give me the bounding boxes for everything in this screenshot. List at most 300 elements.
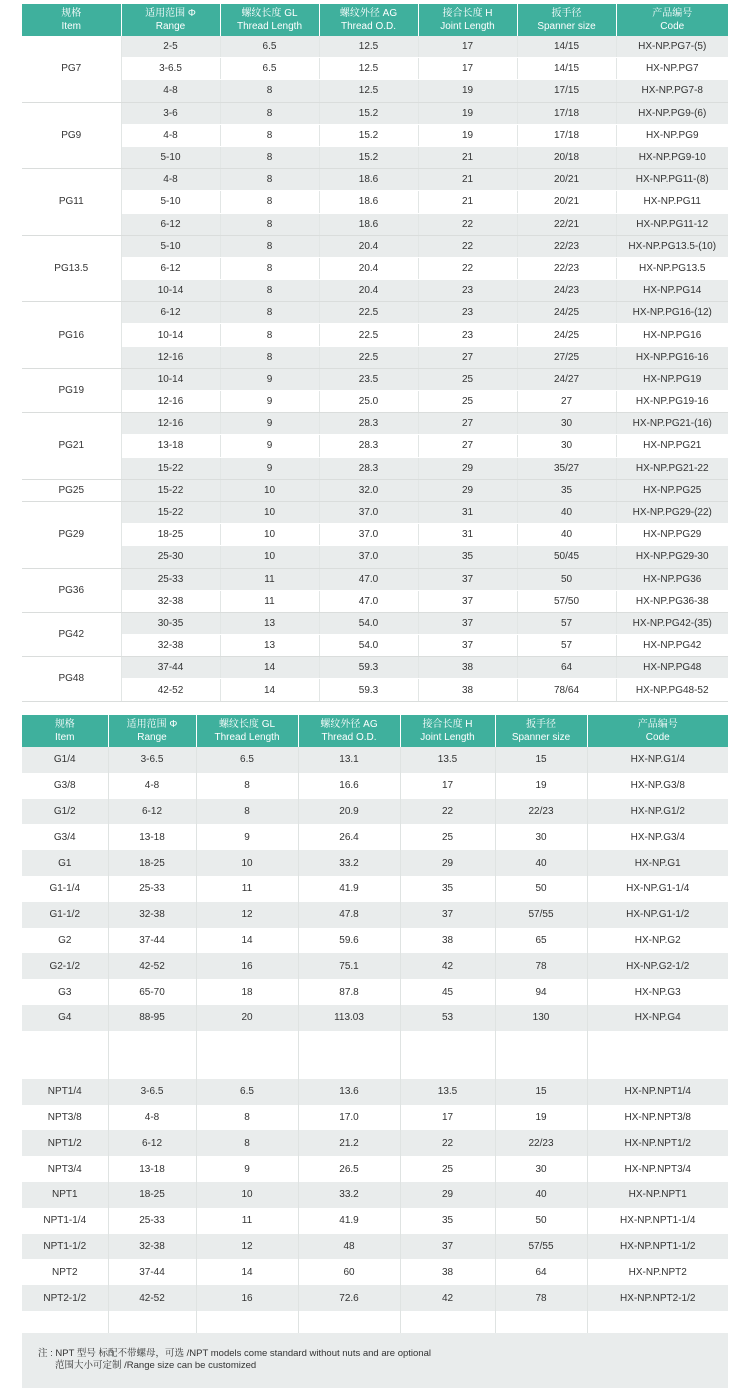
cell-thread-length: 8 [220,169,319,191]
cell-range: 12-16 [121,413,220,435]
cell-spanner-size: 40 [495,850,587,876]
cell-item: PG29 [22,501,121,568]
cell-code: HX-NP.PG21 [616,435,728,457]
header-spanner-size-cn: 扳手径 [526,719,556,730]
cell-joint-length: 27 [418,346,517,368]
cell-range: 42-52 [108,953,196,979]
table-row [22,524,728,546]
cell-thread-od: 20.4 [319,235,418,257]
cell-thread-od: 37.0 [319,524,418,546]
cell-item: PG42 [22,612,121,656]
cell-thread-od: 12.5 [319,36,418,58]
cell-thread-length: 6.5 [196,747,298,773]
cell-code: HX-NP.PG7-(5) [616,36,728,58]
cell-joint-length: 42 [400,1285,495,1311]
table-row [22,213,728,235]
empty-cell [400,1031,495,1055]
table-row [22,546,728,568]
cell-spanner-size: 40 [517,501,616,523]
cell-thread-od: 26.4 [298,824,400,850]
header-thread-od [298,715,400,747]
table-row [22,568,728,590]
header-thread-od-en: Thread O.D. [340,21,397,32]
cell-item: NPT1/2 [22,1130,108,1156]
cell-thread-od: 12.5 [319,80,418,102]
cell-thread-od: 54.0 [319,612,418,634]
cell-joint-length: 53 [400,1005,495,1031]
cell-item: G1/4 [22,747,108,773]
cell-item: G3 [22,979,108,1005]
cell-thread-length: 8 [196,773,298,799]
cell-spanner-size: 24/25 [517,302,616,324]
cell-spanner-size: 78 [495,953,587,979]
table-row [22,850,728,876]
cell-range: 37-44 [108,1259,196,1285]
header-thread-od-en: Thread O.D. [321,732,377,743]
cell-code: HX-NP.G1-1/4 [587,876,728,902]
cell-code: HX-NP.NPT3/4 [587,1156,728,1182]
cell-item: NPT1 [22,1182,108,1208]
header-thread-od [319,4,418,36]
cell-range: 4-8 [108,773,196,799]
cell-spanner-size: 57/55 [495,902,587,928]
cell-spanner-size: 30 [495,1156,587,1182]
cell-code: HX-NP.G2-1/2 [587,953,728,979]
cell-code: HX-NP.PG11-12 [616,213,728,235]
cell-spanner-size: 14/15 [517,58,616,80]
cell-joint-length: 35 [400,1208,495,1234]
header-spanner-size-cn: 扳手径 [551,8,582,19]
cell-range: 6-12 [121,302,220,324]
cell-spanner-size: 20/21 [517,191,616,213]
cell-range: 32-38 [108,902,196,928]
empty-cell [108,1055,196,1079]
cell-range: 32-38 [108,1234,196,1260]
cell-thread-length: 8 [220,80,319,102]
footnote-line-2: 范围大小可定制 /Range size can be customized [55,1360,257,1371]
table-row [22,435,728,457]
cell-range: 37-44 [108,928,196,954]
cell-joint-length: 37 [400,902,495,928]
header-joint-length [400,715,495,747]
cell-code: HX-NP.PG42-(35) [616,612,728,634]
cell-code: HX-NP.NPT1 [587,1182,728,1208]
cell-code: HX-NP.G1/2 [587,799,728,825]
table-row [22,1156,728,1182]
cell-spanner-size: 22/23 [517,257,616,279]
cell-joint-length: 38 [400,928,495,954]
cell-thread-length: 6.5 [196,1079,298,1105]
cell-thread-length: 10 [196,1182,298,1208]
table-row [22,457,728,479]
cell-code: HX-NP.G3 [587,979,728,1005]
cell-thread-od: 75.1 [298,953,400,979]
cell-joint-length: 19 [418,102,517,124]
header-range [108,715,196,747]
cell-code: HX-NP.PG7 [616,58,728,80]
cell-range: 13-18 [108,824,196,850]
cell-joint-length: 17 [418,36,517,58]
cell-spanner-size: 50 [495,876,587,902]
cell-thread-length: 14 [196,1259,298,1285]
header-range [121,4,220,36]
cell-range: 13-18 [121,435,220,457]
cell-spanner-size: 78 [495,1285,587,1311]
cell-code: HX-NP.PG11 [616,191,728,213]
header-thread-length-en: Thread Length [214,732,280,743]
cell-thread-od: 22.5 [319,302,418,324]
table-row [22,346,728,368]
cell-range: 3-6.5 [108,747,196,773]
cell-range: 13-18 [108,1156,196,1182]
cell-spanner-size: 22/23 [495,799,587,825]
table-row [22,902,728,928]
cell-joint-length: 19 [418,124,517,146]
header-range-en: Range [137,732,167,743]
cell-thread-length: 8 [220,257,319,279]
cell-range: 6-12 [121,257,220,279]
table-row [22,953,728,979]
cell-item: G1 [22,850,108,876]
cell-range: 15-22 [121,479,220,501]
cell-thread-od: 13.1 [298,747,400,773]
cell-thread-length: 16 [196,1285,298,1311]
empty-cell [495,1055,587,1079]
cell-joint-length: 25 [400,824,495,850]
cell-range: 25-33 [108,1208,196,1234]
header-range-en: Range [155,21,186,32]
cell-joint-length: 38 [418,657,517,679]
table-row [22,324,728,346]
cell-code: HX-NP.PG42 [616,635,728,657]
pg-spec-table [22,4,728,702]
cell-range: 2-5 [121,36,220,58]
table-row [22,36,728,58]
cell-range: 15-22 [121,501,220,523]
cell-joint-length: 38 [418,679,517,701]
cell-joint-length: 35 [400,876,495,902]
cell-range: 37-44 [121,657,220,679]
cell-spanner-size: 19 [495,773,587,799]
cell-joint-length: 21 [418,169,517,191]
cell-thread-od: 87.8 [298,979,400,1005]
cell-joint-length: 37 [418,568,517,590]
cell-item: PG21 [22,413,121,480]
cell-joint-length: 42 [400,953,495,979]
cell-thread-od: 32.0 [319,479,418,501]
cell-joint-length: 37 [418,590,517,612]
cell-thread-length: 6.5 [220,36,319,58]
cell-code: HX-NP.PG16-(12) [616,302,728,324]
cell-item: G1/2 [22,799,108,825]
table-row [22,590,728,612]
table-row [22,1208,728,1234]
header-item-en: Item [61,21,81,32]
cell-joint-length: 29 [400,1182,495,1208]
cell-thread-od: 47.0 [319,568,418,590]
cell-item: PG13.5 [22,235,121,302]
cell-spanner-size: 57 [517,635,616,657]
empty-cell [196,1031,298,1055]
cell-spanner-size: 30 [495,824,587,850]
table-row [22,235,728,257]
cell-range: 15-22 [121,457,220,479]
cell-thread-od: 26.5 [298,1156,400,1182]
cell-thread-od: 37.0 [319,546,418,568]
cell-code: HX-NP.PG29-(22) [616,501,728,523]
cell-item: PG9 [22,102,121,169]
cell-item: NPT1-1/4 [22,1208,108,1234]
cell-thread-od: 33.2 [298,1182,400,1208]
cell-spanner-size: 24/25 [517,324,616,346]
cell-joint-length: 19 [418,80,517,102]
header-code-cn: 产品编号 [652,8,693,19]
header-spanner-size [517,4,616,36]
cell-spanner-size: 94 [495,979,587,1005]
cell-thread-length: 9 [220,413,319,435]
cell-code: HX-NP.G1 [587,850,728,876]
empty-cell [22,1055,108,1079]
cell-thread-od: 28.3 [319,457,418,479]
cell-joint-length: 22 [418,213,517,235]
cell-spanner-size: 57/55 [495,1234,587,1260]
cell-thread-od: 41.9 [298,876,400,902]
cell-item: NPT2 [22,1259,108,1285]
cell-code: HX-NP.PG21-(16) [616,413,728,435]
cell-item: PG16 [22,302,121,369]
header-thread-length [196,715,298,747]
cell-code: HX-NP.G3/4 [587,824,728,850]
cell-joint-length: 38 [400,1259,495,1285]
cell-thread-od: 47.0 [319,590,418,612]
cell-thread-od: 28.3 [319,413,418,435]
cell-code: HX-NP.NPT2 [587,1259,728,1285]
table-row [22,146,728,168]
cell-code: HX-NP.PG13.5-(10) [616,235,728,257]
table-row [22,257,728,279]
cell-code: HX-NP.NPT1/2 [587,1130,728,1156]
header-joint-length-cn: 接合长度 H [442,8,493,19]
cell-code: HX-NP.G3/8 [587,773,728,799]
cell-thread-length: 10 [196,850,298,876]
cell-spanner-size: 27/25 [517,346,616,368]
cell-joint-length: 27 [418,413,517,435]
cell-range: 32-38 [121,590,220,612]
cell-code: HX-NP.G4 [587,1005,728,1031]
cell-range: 42-52 [121,679,220,701]
cell-range: 25-33 [108,876,196,902]
cell-spanner-size: 24/27 [517,368,616,390]
cell-thread-od: 37.0 [319,501,418,523]
cell-range: 12-16 [121,391,220,413]
cell-thread-od: 22.5 [319,324,418,346]
cell-code: HX-NP.PG16-16 [616,346,728,368]
cell-joint-length: 17 [400,773,495,799]
cell-joint-length: 25 [400,1156,495,1182]
cell-code: HX-NP.NPT1-1/4 [587,1208,728,1234]
cell-spanner-size: 78/64 [517,679,616,701]
cell-thread-od: 41.9 [298,1208,400,1234]
cell-thread-od: 33.2 [298,850,400,876]
table-row [22,635,728,657]
header-range-cn: 适用范围 Φ [126,719,178,730]
cell-range: 10-14 [121,280,220,302]
cell-thread-od: 54.0 [319,635,418,657]
cell-thread-length: 11 [196,1208,298,1234]
cell-code: HX-NP.PG16 [616,324,728,346]
cell-item: NPT1/4 [22,1079,108,1105]
cell-spanner-size: 22/23 [495,1130,587,1156]
cell-thread-od: 47.8 [298,902,400,928]
empty-cell [495,1031,587,1055]
cell-range: 4-8 [121,80,220,102]
cell-item: G4 [22,1005,108,1031]
cell-range: 18-25 [108,850,196,876]
cell-range: 3-6 [121,102,220,124]
cell-thread-length: 8 [196,799,298,825]
header-thread-length-cn: 螺纹长度 GL [218,719,276,730]
cell-thread-length: 11 [220,568,319,590]
table-row [22,80,728,102]
table-row [22,679,728,701]
cell-spanner-size: 15 [495,747,587,773]
cell-joint-length: 17 [400,1105,495,1131]
cell-thread-length: 10 [220,524,319,546]
cell-thread-od: 15.2 [319,146,418,168]
cell-spanner-size: 19 [495,1105,587,1131]
table-row [22,1005,728,1031]
header-joint-length-en: Joint Length [420,732,475,743]
table-row [22,1079,728,1105]
table-row [22,928,728,954]
cell-item: G1-1/4 [22,876,108,902]
empty-cell [108,1031,196,1055]
cell-thread-length: 9 [196,1156,298,1182]
empty-cell [196,1055,298,1079]
spacer-row [22,1031,728,1055]
cell-thread-length: 8 [196,1130,298,1156]
cell-range: 4-8 [121,169,220,191]
cell-thread-length: 13 [220,635,319,657]
cell-thread-length: 13 [220,612,319,634]
cell-spanner-size: 22/21 [517,213,616,235]
cell-thread-od: 20.4 [319,257,418,279]
cell-joint-length: 23 [418,324,517,346]
table-row [22,368,728,390]
cell-code: HX-NP.PG29 [616,524,728,546]
cell-thread-od: 18.6 [319,213,418,235]
header-item-cn: 规格 [54,719,75,730]
table-row [22,479,728,501]
cell-range: 5-10 [121,235,220,257]
cell-range: 6-12 [121,213,220,235]
cell-item: PG36 [22,568,121,612]
cell-code: HX-NP.PG9 [616,124,728,146]
table-row [22,1234,728,1260]
header-item [22,715,108,747]
cell-spanner-size: 27 [517,391,616,413]
cell-code: HX-NP.PG13.5 [616,257,728,279]
cell-thread-length: 8 [220,124,319,146]
cell-thread-length: 9 [220,391,319,413]
cell-spanner-size: 17/18 [517,102,616,124]
cell-code: HX-NP.PG48 [616,657,728,679]
g-npt-table-header [22,715,728,747]
cell-thread-od: 16.6 [298,773,400,799]
cell-thread-od: 18.6 [319,169,418,191]
pg-table-body [22,36,728,701]
cell-range: 3-6.5 [108,1079,196,1105]
cell-spanner-size: 24/23 [517,280,616,302]
cell-thread-length: 11 [196,876,298,902]
cell-item: NPT3/4 [22,1156,108,1182]
cell-item: NPT3/8 [22,1105,108,1131]
cell-joint-length: 21 [418,191,517,213]
cell-thread-od: 59.3 [319,679,418,701]
cell-code: HX-NP.G1/4 [587,747,728,773]
table-row [22,302,728,324]
cell-thread-length: 10 [220,479,319,501]
header-range-cn: 适用范围 Φ [145,8,196,19]
empty-cell [400,1055,495,1079]
header-thread-od-cn: 螺纹外径 AG [320,719,378,730]
cell-code: HX-NP.NPT2-1/2 [587,1285,728,1311]
cell-range: 6-12 [108,1130,196,1156]
table-row [22,191,728,213]
cell-thread-length: 9 [220,435,319,457]
cell-thread-od: 60 [298,1259,400,1285]
cell-spanner-size: 64 [517,657,616,679]
cell-spanner-size: 35/27 [517,457,616,479]
cell-code: HX-NP.PG29-30 [616,546,728,568]
cell-code: HX-NP.PG48-52 [616,679,728,701]
cell-range: 6-12 [108,799,196,825]
cell-code: HX-NP.PG14 [616,280,728,302]
g-npt-spec-table [22,715,728,1337]
header-code [616,4,728,36]
header-item-en: Item [55,732,75,743]
cell-thread-length: 8 [220,302,319,324]
cell-joint-length: 23 [418,280,517,302]
cell-thread-length: 14 [220,679,319,701]
header-code-cn: 产品编号 [637,719,678,730]
g-npt-table-body [22,747,728,1337]
table-row [22,1259,728,1285]
cell-range: 30-35 [121,612,220,634]
cell-range: 18-25 [121,524,220,546]
cell-thread-od: 20.4 [319,280,418,302]
cell-thread-length: 11 [220,590,319,612]
header-joint-length [418,4,517,36]
cell-thread-length: 8 [220,235,319,257]
cell-spanner-size: 130 [495,1005,587,1031]
cell-thread-length: 9 [196,824,298,850]
cell-spanner-size: 22/23 [517,235,616,257]
table-row [22,773,728,799]
cell-thread-od: 17.0 [298,1105,400,1131]
header-spanner-size-en: Spanner size [537,21,596,32]
header-thread-od-cn: 螺纹外径 AG [339,8,398,19]
cell-thread-od: 12.5 [319,58,418,80]
table-row [22,747,728,773]
cell-thread-od: 72.6 [298,1285,400,1311]
cell-thread-od: 59.3 [319,657,418,679]
cell-item: PG48 [22,657,121,701]
cell-thread-od: 22.5 [319,346,418,368]
cell-code: HX-NP.NPT1/4 [587,1079,728,1105]
cell-item: NPT1-1/2 [22,1234,108,1260]
cell-spanner-size: 30 [517,435,616,457]
